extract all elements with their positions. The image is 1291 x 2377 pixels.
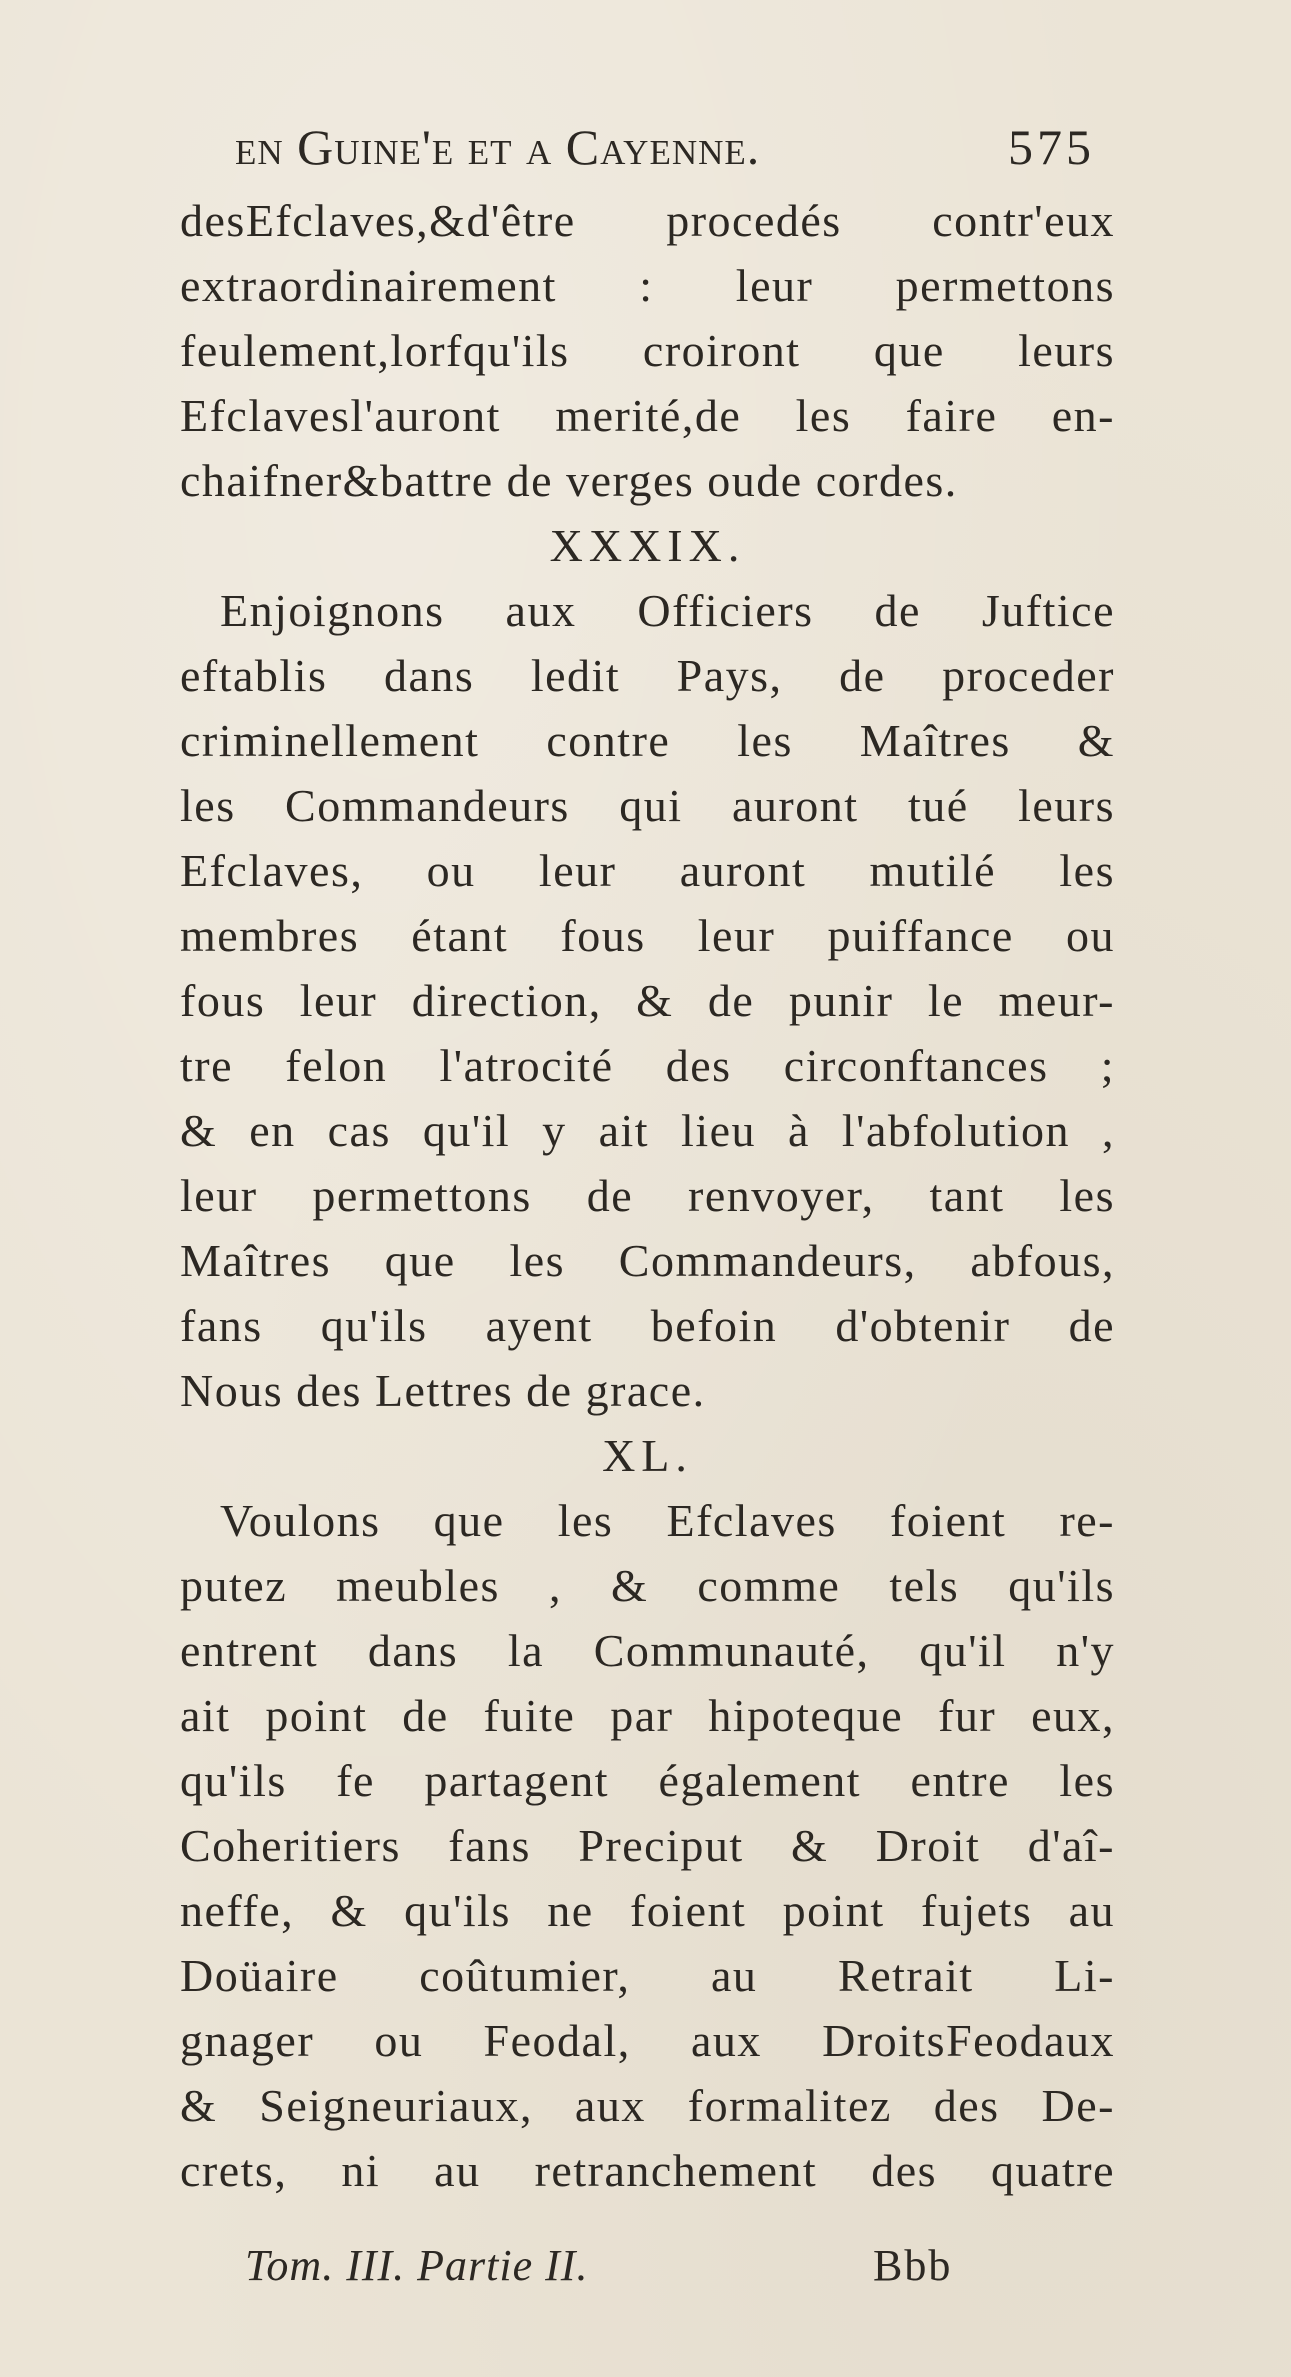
text-line: feulement,lorfqu'ils croiront que leurs (180, 325, 1115, 376)
text-line: membres étant fous leur puiffance ou (180, 910, 1115, 961)
text-line: desEfclaves,&d'être procedés contr'eux (180, 195, 1115, 246)
text-line: criminellement contre les Maîtres & (180, 715, 1115, 766)
running-head: en Guine'e et a Cayenne. (235, 119, 761, 175)
signature-mark: Bbb (873, 2241, 953, 2290)
body-text (180, 188, 1115, 2203)
text-line: Coheritiers fans Preciput & Droit d'aî- (180, 1820, 1115, 1871)
text-line: entrent dans la Communauté, qu'il n'y (180, 1625, 1115, 1676)
text-line: qu'ils fe partagent également entre les (180, 1755, 1115, 1806)
text-line: les Commandeurs qui auront tué leurs (180, 780, 1115, 831)
paragraph-2 (180, 578, 1115, 1423)
text-line: Voulons que les Efclaves foient re- (220, 1495, 1115, 1546)
page-header (235, 118, 1095, 188)
text-line: Enjoignons aux Officiers de Juftice (220, 585, 1115, 636)
text-line: crets, ni au retranchement des quatre (180, 2145, 1115, 2196)
text-line: extraordinairement : leur permettons (180, 260, 1115, 311)
volume-signature: Tom. III. Partie II. (245, 2241, 589, 2290)
article-heading-40: XL. (602, 1430, 693, 1481)
text-line: fous leur direction, & de punir le meur- (180, 975, 1115, 1026)
text-line: Nous des Lettres de grace. (180, 1365, 706, 1416)
text-line: leur permettons de renvoyer, tant les (180, 1170, 1115, 1221)
article-heading-39: XXXIX. (549, 520, 746, 571)
text-line: & Seigneuriaux, aux formalitez des De- (180, 2080, 1115, 2131)
text-line: ait point de fuite par hipoteque fur eux, (180, 1690, 1115, 1741)
text-line: tre felon l'atrocité des circonftances ; (180, 1040, 1115, 1091)
text-line: fans qu'ils ayent befoin d'obtenir de (180, 1300, 1115, 1351)
text-line: Efclaves, ou leur auront mutilé les (180, 845, 1115, 896)
text-line: putez meubles , & comme tels qu'ils (180, 1560, 1115, 1611)
text-line: Efclavesl'auront merité,de les faire en- (180, 390, 1115, 441)
text-line: chaifner&battre de verges oude cordes. (180, 455, 958, 506)
text-line: Maîtres que les Commandeurs, abfous, (180, 1235, 1115, 1286)
paragraph-1 (180, 188, 1115, 513)
paragraph-3 (180, 1488, 1115, 2203)
text-line: & en cas qu'il y ait lieu à l'abfolution , (180, 1105, 1115, 1156)
text-line: eftablis dans ledit Pays, de proceder (180, 650, 1115, 701)
page-footer (245, 2240, 1045, 2300)
text-line: Doüaire coûtumier, au Retrait Li- (180, 1950, 1115, 2001)
text-line: gnager ou Feodal, aux DroitsFeodaux (180, 2015, 1115, 2066)
text-line: neffe, & qu'ils ne foient point fujets au (180, 1885, 1115, 1936)
page-number: 575 (1008, 119, 1095, 175)
